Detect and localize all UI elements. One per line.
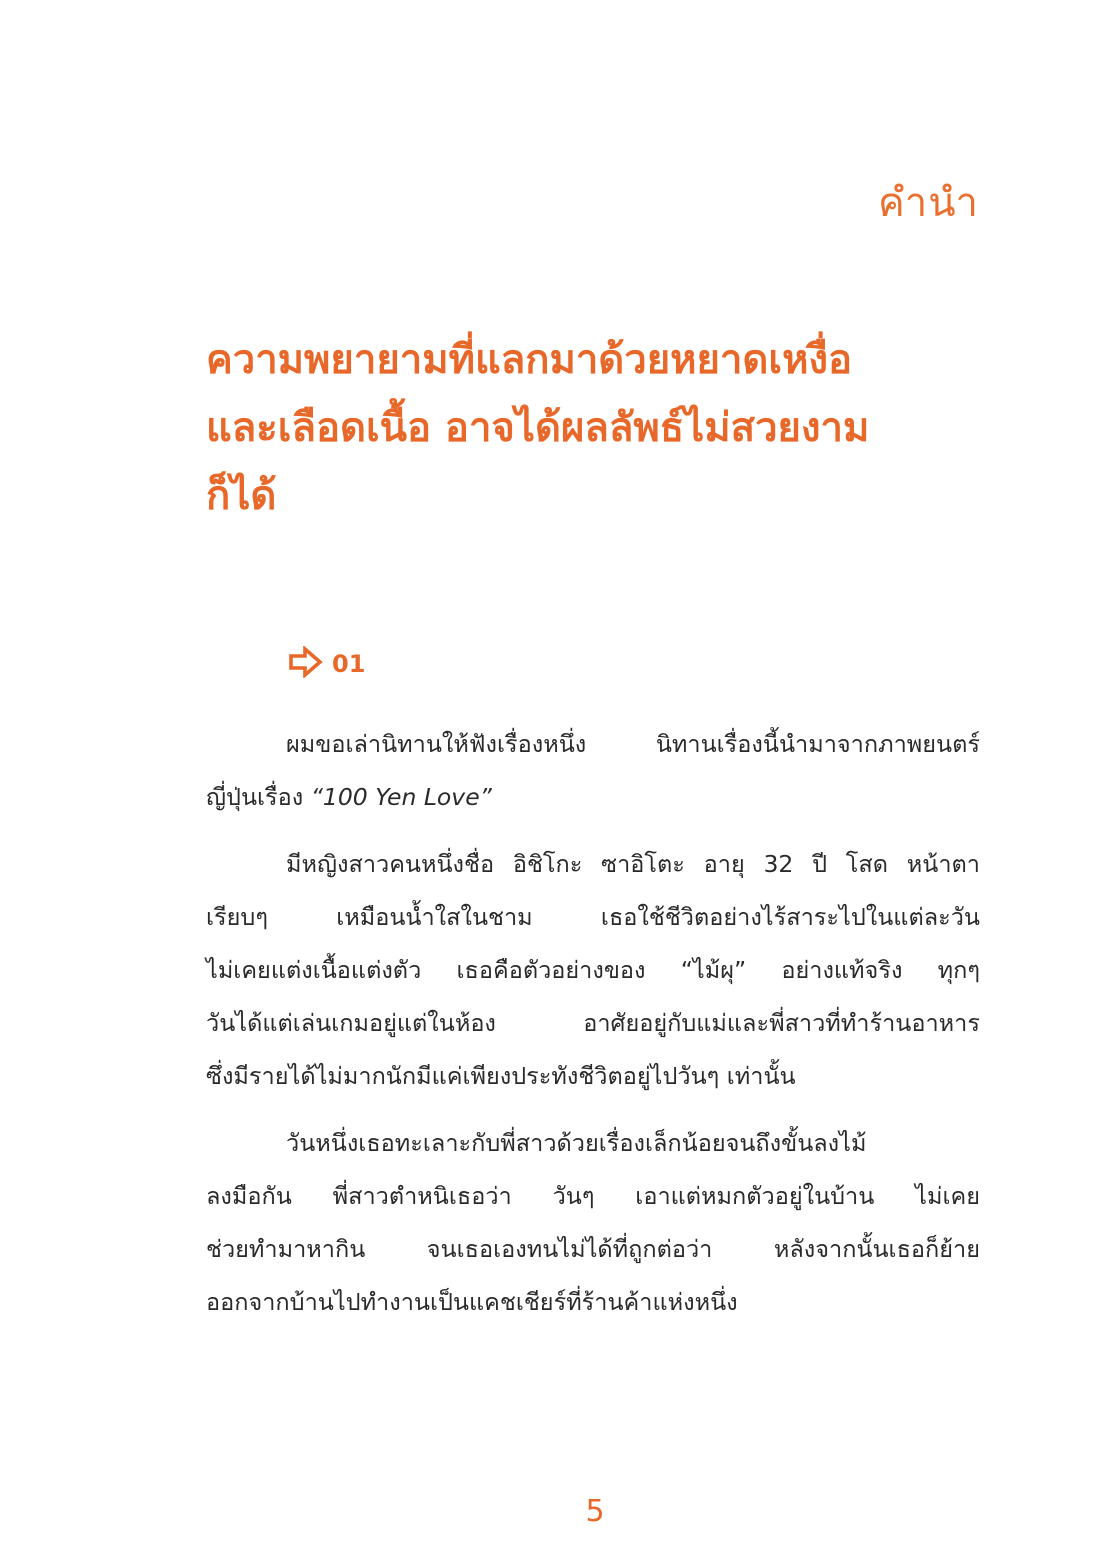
chapter-headline <box>206 326 966 530</box>
page-number: 5 <box>585 1494 605 1529</box>
headline-line: ก็ได้ <box>206 473 277 519</box>
chapter-label: คำนำ <box>877 180 979 226</box>
paragraph <box>206 838 980 1103</box>
paragraph-line <box>206 771 980 824</box>
paragraph-line: เรียบๆ เหมือนน้ำใสในชาม เธอใช้ชีวิตอย่างไร้สาระไปในแต่ละวัน <box>206 903 980 931</box>
section-marker <box>288 646 365 682</box>
paragraph-line: ผมขอเล่านิทานให้ฟังเรื่องหนึ่ง นิทานเรื่องนี้นำมาจากภาพยนตร์ <box>286 730 980 758</box>
paragraph-line-text: ญี่ปุ่นเรื่อง <box>206 783 311 811</box>
paragraph-line: ลงมือกัน พี่สาวตำหนิเธอว่า วันๆ เอาแต่หมกตัวอยู่ในบ้าน ไม่เคย <box>206 1182 980 1210</box>
paragraph-line: ซึ่งมีรายได้ไม่มากนักมีแค่เพียงประทังชีวิตอยู่ไปวันๆ เท่านั้น <box>206 1062 796 1090</box>
headline-line: ความพยายามที่แลกมาด้วยหยาดเหงื่อ <box>206 337 852 383</box>
paragraph-line: มีหญิงสาวคนหนึ่งชื่อ อิชิโกะ ซาอิโตะ อายุ 32 ปี โสด หน้าตา <box>286 850 980 878</box>
body-text <box>206 718 980 1343</box>
paragraph <box>206 718 980 824</box>
headline-line: และเลือดเนื้อ อาจได้ผลลัพธ์ไม่สวยงาม <box>206 405 870 451</box>
arrow-right-outline-icon <box>288 646 324 682</box>
paragraph-line: วันหนึ่งเธอทะเลาะกับพี่สาวด้วยเรื่องเล็กน้อยจนถึงขั้นลงไม้ <box>286 1129 867 1157</box>
movie-title: “100 Yen Love” <box>310 783 492 811</box>
paragraph-line: วันได้แต่เล่นเกมอยู่แต่ในห้อง อาศัยอยู่กับแม่และพี่สาวที่ทำร้านอาหาร <box>206 1009 980 1037</box>
paragraph-line: ช่วยทำมาหากิน จนเธอเองทนไม่ได้ที่ถูกต่อว่า หลังจากนั้นเธอก็ย้าย <box>206 1235 980 1263</box>
paragraph-line: ไม่เคยแต่งเนื้อแต่งตัว เธอคือตัวอย่างของ “ไม้ผุ” อย่างแท้จริง ทุกๆ <box>206 956 980 984</box>
section-number: 01 <box>332 650 366 678</box>
paragraph-line: ออกจากบ้านไปทำงานเป็นแคชเชียร์ที่ร้านค้าแห่งหนึ่ง <box>206 1288 738 1316</box>
paragraph <box>206 1117 980 1329</box>
